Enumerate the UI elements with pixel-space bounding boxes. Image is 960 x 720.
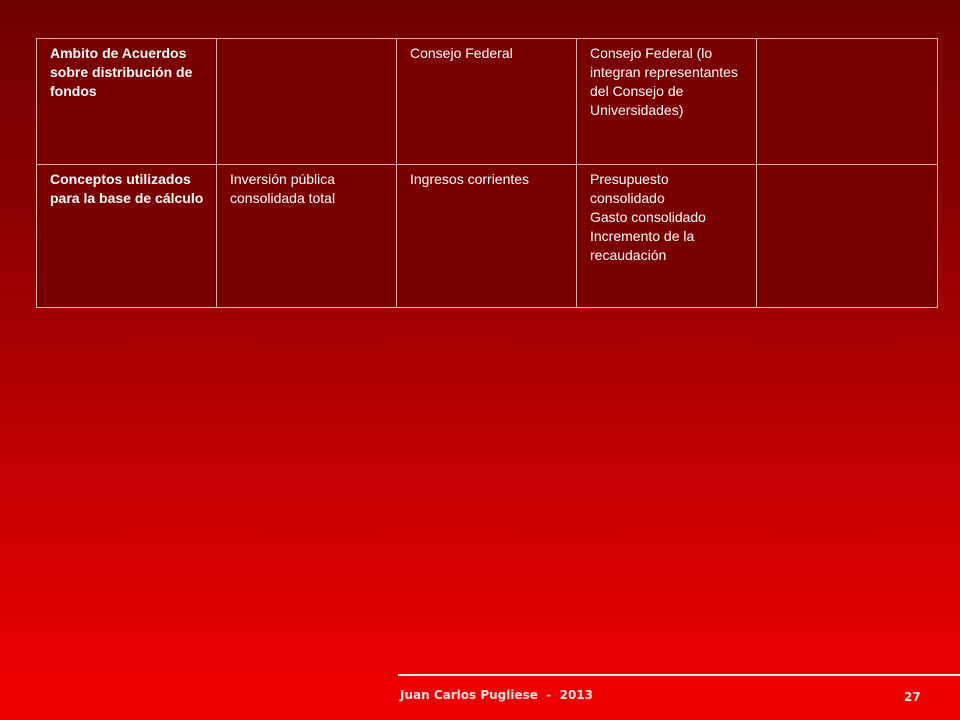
page-number: 27: [904, 690, 921, 704]
footer-author: Juan Carlos Pugliese - 2013: [400, 688, 593, 702]
table-cell-consejo-federal-detail: Consejo Federal (lo integran representantes del Consejo de Universidades): [577, 39, 757, 165]
table-cell-inversion-publica: Inversión pública consolidada total: [217, 165, 397, 308]
comparison-table: [36, 38, 938, 308]
table-cell: [757, 39, 938, 165]
row-header-ambito: Ambito de Acuerdos sobre distribución de fondos: [37, 39, 217, 165]
table-cell: [757, 165, 938, 308]
table-row-ambito: [37, 39, 938, 165]
table-cell: [217, 39, 397, 165]
footer-divider: [398, 674, 960, 676]
table-cell-consejo-federal: Consejo Federal: [397, 39, 577, 165]
row-header-conceptos: Conceptos utilizados para la base de cálculo: [37, 165, 217, 308]
table-cell-presupuesto: Presupuesto consolidado Gasto consolidado Incremento de la recaudación: [577, 165, 757, 308]
table-cell-ingresos-corrientes: Ingresos corrientes: [397, 165, 577, 308]
table-row-conceptos: [37, 165, 938, 308]
